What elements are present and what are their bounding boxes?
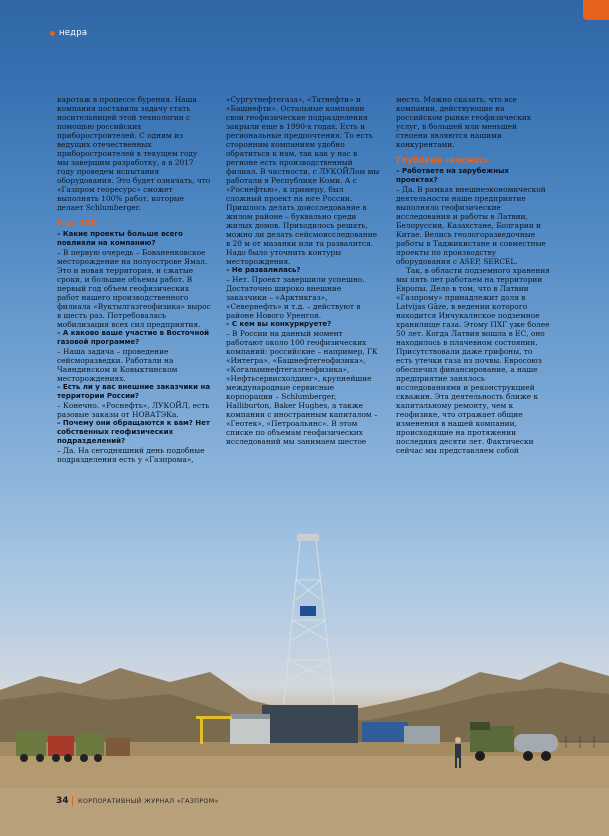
paragraph: каротаж в процессе бурения. Наша компания поставила задачу стать носительницей этой технологии с помощью российских приборостроителей. С одним из ведущих отечественных приборостроителей в текущем году мы завершим разработку, а в 2017 году проведем испытания оборудования. Это будет означать, что «Газпром георесурс» сможет выполнять 100% работ, которые делает Schlumberger. bbox=[57, 95, 211, 212]
footer-divider bbox=[72, 796, 73, 806]
page-number: 34 bbox=[56, 796, 69, 806]
blue-tank bbox=[362, 722, 408, 742]
question: – Какие проекты больше всего повлияли на компанию? bbox=[57, 230, 183, 247]
question: – Почему они обращаются к вам? Нет собственных геофизических подразделений? bbox=[57, 419, 210, 445]
question: – Есть ли у вас внешние заказчики на территории России? bbox=[57, 383, 211, 400]
grey-building bbox=[404, 726, 440, 744]
rig-crown bbox=[297, 534, 319, 541]
paragraph: – Конечно. «Роснефть», ЛУКОЙЛ, есть разовые заказы от НОВАТЭКа. bbox=[57, 401, 210, 419]
paragraph: – Нет. Проект завершили успешно. Достаточно широко внешние заказчики – «Арктикгаз», «Севернефть» и т.д. – действуют в районе Нового Уренгоя. bbox=[226, 275, 365, 320]
question: – А каково ваше участие в Восточной газовой программе? bbox=[57, 329, 210, 346]
question: – С кем вы конкурируете? bbox=[226, 320, 332, 328]
paragraph: – В первую очередь – Бованенковское месторождение на полуострове Ямал. Это и новая территория, и сжатые сроки, и большие объемы работ. В первый год объем геофизических работ нашего производственного филиала «Вуктылгазгеофизика» вырос в шесть раз. Потребовалась мобилизация всех сил предприятия. bbox=[57, 248, 211, 329]
text-column-1 bbox=[57, 95, 211, 464]
paragraph: – Наша задача – проведение сейсморазведки. Работали на Чаяндинском и Ковыктинском месторождениях. bbox=[57, 347, 178, 383]
section-label: недра bbox=[59, 28, 88, 38]
rig-substructure bbox=[262, 705, 358, 743]
subheading: 6 из 100 bbox=[57, 218, 97, 228]
text-column-3 bbox=[396, 95, 550, 455]
rig-logo-plate bbox=[300, 606, 316, 616]
paragraph: место. Можно сказать, что все компании, действующие на российском рынке геофизических услуг, в большей или меньшей степени являются нашими конкурентами. bbox=[396, 95, 531, 149]
yellow-crane-leg bbox=[200, 716, 203, 744]
corner-accent-tab bbox=[583, 0, 609, 20]
paragraph: Так, в области подземного хранения мы пять лет работаем на территории Европы. Дело в том, что в Латвии «Газпрому» принадлежит доля в Latvijas Gāze, в ведении которого находится Инчукалнское подземное хранилище газа. Этому ПХГ уже более 50 лет. Когда Латвия вошла в ЕС, оно находилось в плачевном состоянии. Присутствовали даже грифоны, то есть утечки газа из почвы. Евросоюз обеспечил финансирование, а наше предприятие занялось исследованиями и реконструкцией скважин. Эта деятельность ближе к капитальному ремонту, чем к геофизике, что отражает общие изменения в нашей компании, происходящие на протяжении последних десяти лет. Фактически сейчас мы представляем собой bbox=[396, 266, 550, 455]
question: – Не развалилась? bbox=[226, 266, 301, 274]
section-header bbox=[50, 28, 87, 38]
rig-cabin bbox=[230, 718, 270, 744]
bullet-icon bbox=[50, 31, 55, 36]
paragraph: – Да. В рамках внешнеэкономической деятельности наше предприятие выполняло геофизические исследования и работы в Латвии, Белоруссии, Казахстане, Болгарии и Китае. Велись геологоразведочные работы в Таджикистане и совместные проекты по производству оборудования с ASEP, SERCEL. bbox=[396, 185, 546, 266]
rig-tower bbox=[283, 540, 335, 712]
paragraph: – В России на данный момент работают около 100 геофизических компаний: российские – например, ГК «Интегра», «Башнефтегеофизика», «Когалымнефтегазгеофизика», «Нефтьсервисхолдинг», крупнейшие международные сервисные корпорации – Schlumberger, Halliburton, Baker Hughes, а также компании с иностранным капиталом – «Геотек», «Петроальянс». В этом списке по объемам геофизических исследований мы занимаем шестое bbox=[226, 329, 378, 446]
rig-cabin-roof bbox=[230, 714, 270, 719]
text-column-2 bbox=[226, 95, 380, 446]
paragraph: «Сургутнефтегаза», «Татнефти» и «Башнефти». Остальные компании свои геофизические подразделения закрыли еще в 1990-х годах. Есть и региональные предпочтения. То есть сторонним компаниям удобно обратиться к нам, так как у нас в регионе есть производственный филиал. В частности, с ЛУКОЙЛом мы работали в Республике Коми. А с «Роснефтью», к примеру, был сложный проект на юге России. Пришлось делать доисследование в жилом районе – буквально среди жилых домов. Приходилось решать, можно ли делать сейсмоисследование в 20 м от мазанки или та развалится. Надо было уточнить контуры месторождения. bbox=[226, 95, 380, 266]
question: – Работаете на зарубежных проектах? bbox=[396, 167, 509, 184]
magazine-title: КОРПОРАТИВНЫЙ ЖУРНАЛ «ГАЗПРОМ» bbox=[78, 797, 219, 805]
paragraph: – Да. На сегодняшний день подобные подразделения есть у «Газпрома», bbox=[57, 446, 205, 464]
page-footer bbox=[0, 790, 609, 812]
subheading: Глубокий «космос» bbox=[396, 155, 490, 165]
